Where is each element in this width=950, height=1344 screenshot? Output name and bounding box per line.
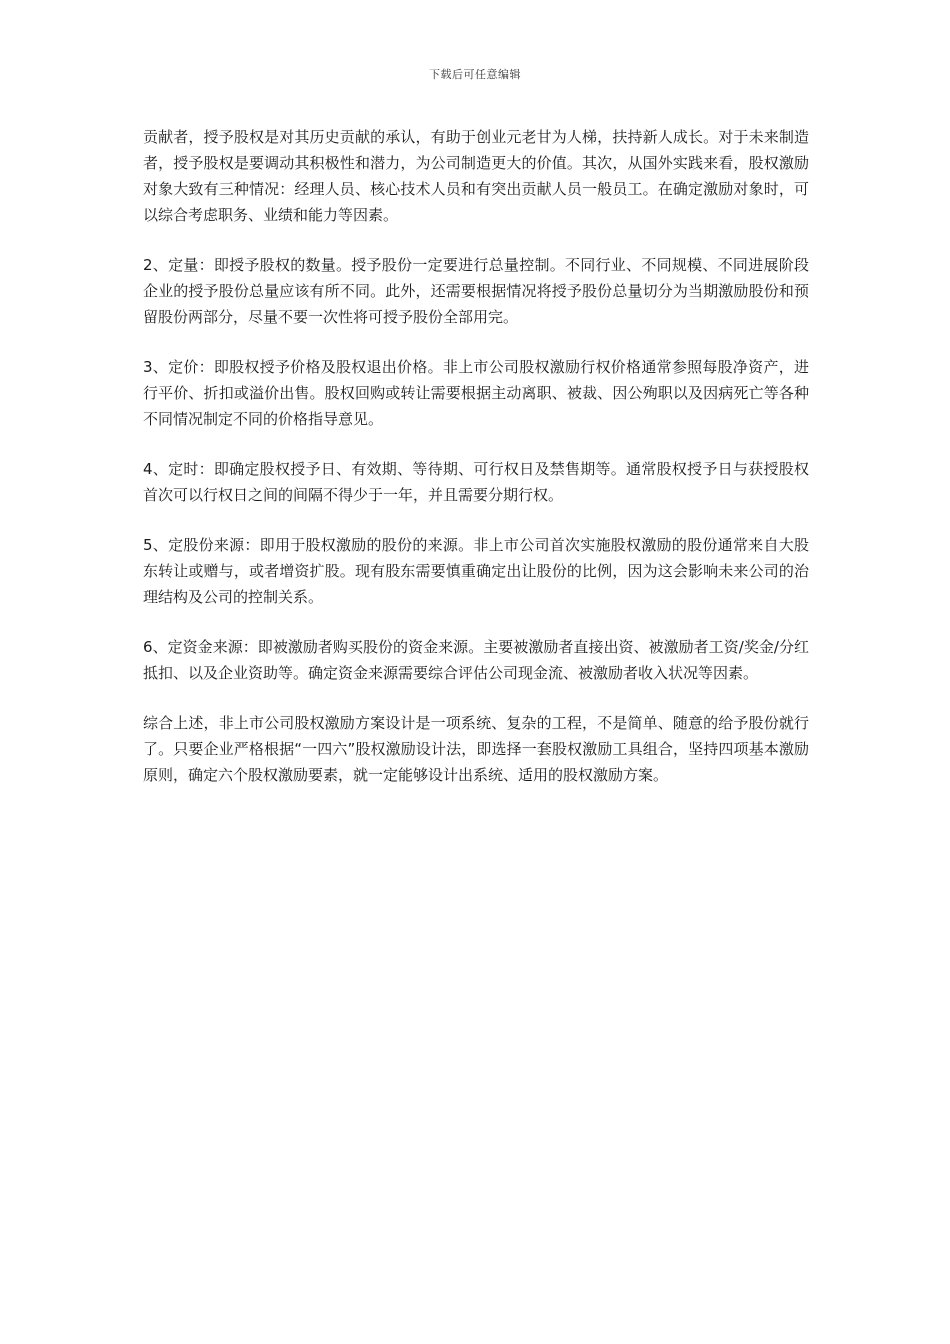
document-body — [143, 124, 809, 812]
paragraph-pricing: 3、定价：即股权授予价格及股权退出价格。非上市公司股权激励行权价格通常参照每股净资产，进行平价、折扣或溢价出售。股权回购或转让需要根据主动离职、被裁、因公殉职以及因病死亡等各种不同情况制定不同的价格指导意见。 — [143, 358, 809, 428]
paragraph-share-source: 5、定股份来源：即用于股权激励的股份的来源。非上市公司首次实施股权激励的股份通常来自大股东转让或赠与，或者增资扩股。现有股东需要慎重确定出让股份的比例，因为这会影响未来公司的治理结构及公司的控制关系。 — [143, 536, 809, 606]
paragraph-fund-source: 6、定资金来源：即被激励者购买股份的资金来源。主要被激励者直接出资、被激励者工资/奖金/分红抵扣、以及企业资助等。确定资金来源需要综合评估公司现金流、被激励者收入状况等因素。 — [143, 638, 809, 682]
paragraph-incentive-targets: 贡献者，授予股权是对其历史贡献的承认，有助于创业元老甘为人梯，扶持新人成长。对于未来制造者，授予股权是要调动其积极性和潜力，为公司制造更大的价值。其次，从国外实践来看，股权激励对象大致有三种情况：经理人员、核心技术人员和有突出贡献人员一般员工。在确定激励对象时，可以综合考虑职务、业绩和能力等因素。 — [143, 128, 809, 224]
paragraph-quantity: 2、定量：即授予股权的数量。授予股份一定要进行总量控制。不同行业、不同规模、不同进展阶段企业的授予股份总量应该有所不同。此外，还需要根据情况将授予股份总量切分为当期激励股份和预留股份两部分，尽量不要一次性将可授予股份全部用完。 — [143, 256, 809, 326]
paragraph-conclusion: 综合上述，非上市公司股权激励方案设计是一项系统、复杂的工程，不是简单、随意的给予股份就行了。只要企业严格根据“一四六”股权激励设计法，即选择一套股权激励工具组合，坚持四项基本激励原则，确定六个股权激励要素，就一定能够设计出系统、适用的股权激励方案。 — [143, 714, 809, 784]
paragraph-timing: 4、定时：即确定股权授予日、有效期、等待期、可行权日及禁售期等。通常股权授予日与获授股权首次可以行权日之间的间隔不得少于一年，并且需要分期行权。 — [143, 460, 809, 504]
page-header: 下载后可任意编辑 — [429, 68, 521, 81]
